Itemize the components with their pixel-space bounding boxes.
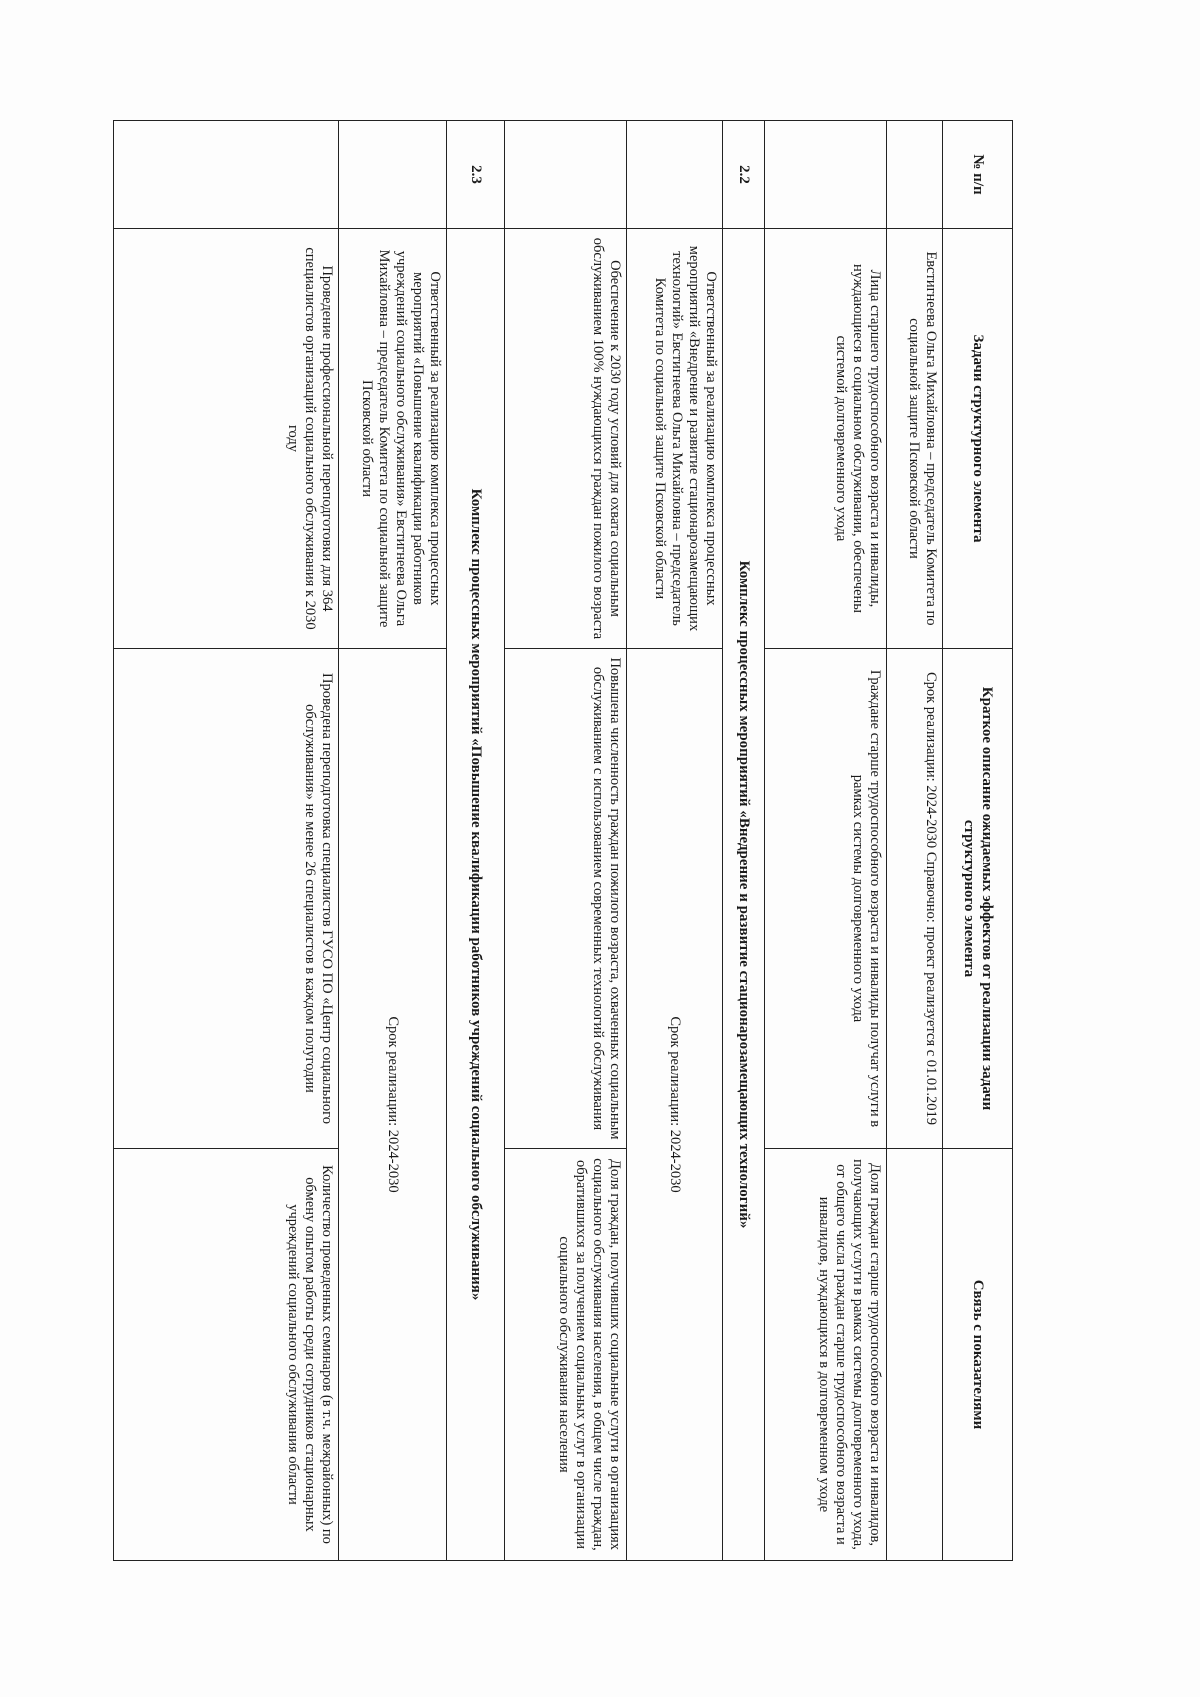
task-cell: Евстигнеева Ольга Михайловна – председатель Комитета по социальной защите Псковской области bbox=[887, 229, 943, 649]
section-number: 2.3 bbox=[447, 121, 505, 229]
table-row bbox=[887, 121, 943, 1561]
row-num-cell bbox=[505, 121, 627, 229]
task-cell: Обеспечение к 2030 году условий для охвата социальным обслуживанием 100% нуждающихся граждан пожилого возраста bbox=[505, 229, 627, 649]
header-effects: Краткое описание ожидаемых эффектов от реализации задачи структурного элемента bbox=[943, 649, 1013, 1149]
link-cell: Доля граждан старше трудоспособного возраста и инвалидов, получающих услуги в рамках системы долговременного ухода, от общего числа граждан старше трудоспособного возраста и инвалидов, нуждающихся в долговременном уходе bbox=[765, 1149, 887, 1561]
table-row bbox=[339, 121, 447, 1561]
effects-cell: Срок реализации: 2024-2030 Справочно: проект реализуется с 01.01.2019 bbox=[887, 649, 943, 1149]
table-row bbox=[505, 121, 627, 1561]
row-num-cell bbox=[765, 121, 887, 229]
section-row bbox=[447, 121, 505, 1561]
row-num-cell bbox=[339, 121, 447, 229]
effects-cell: Граждане старше трудоспособного возраста и инвалиды получат услуги в рамках системы долговременного ухода bbox=[765, 649, 887, 1149]
link-cell: Доля граждан, получивших социальные услуги в организациях социального обслуживания населения, в общем числе граждан, обратившихся за получением социальных услуг в организации социального обслуживания населения bbox=[505, 1149, 627, 1561]
structural-elements-table bbox=[113, 120, 1013, 1561]
header-num: № п/п bbox=[943, 121, 1013, 229]
task-cell: Проведение профессиональной переподготовки для 364 специалистов организаций социального обслуживания к 2030 году bbox=[114, 229, 339, 649]
section-number: 2.2 bbox=[723, 121, 765, 229]
table-row bbox=[765, 121, 887, 1561]
task-cell: Ответственный за реализацию комплекса процессных мероприятий «Внедрение и развитие стационарозамещающих технологий» Евстигнеева Ольга Михайловна – председатель Комитета по социальной защите Псковской области bbox=[627, 229, 723, 649]
table-row bbox=[627, 121, 723, 1561]
task-cell: Ответственный за реализацию комплекса процессных мероприятий «Повышение квалификации работников учреждений социального обслуживания» Евстигнеева Ольга Михайловна – председатель Комитета по социальной защите Псковской области bbox=[339, 229, 447, 649]
row-num-cell bbox=[627, 121, 723, 229]
link-cell: Количество проведенных семинаров (в т.ч. межрайонных) по обмену опытом работы среди сотрудников стационарных учреждений социального обслуживания области bbox=[114, 1149, 339, 1561]
section-title: Комплекс процессных мероприятий «Внедрение и развитие стационарозамещающих технологий» bbox=[723, 229, 765, 1561]
effects-cell: Повышена численность граждан пожилого возраста, охваченных социальным обслуживанием с использованием современных технологий обслуживания bbox=[505, 649, 627, 1149]
task-cell: Лица старшего трудоспособного возраста и инвалиды, нуждающиеся в социальном обслуживании, обеспечены системой долговременного ухода bbox=[765, 229, 887, 649]
table-header-row bbox=[943, 121, 1013, 1561]
section-row bbox=[723, 121, 765, 1561]
table-row bbox=[114, 121, 339, 1561]
srok-cell: Срок реализации: 2024-2030 bbox=[339, 649, 447, 1561]
row-num-cell bbox=[887, 121, 943, 229]
section-title: Комплекс процессных мероприятий «Повышение квалификации работников учреждений социального обслуживания» bbox=[447, 229, 505, 1561]
row-num-cell bbox=[114, 121, 339, 229]
srok-cell: Срок реализации: 2024-2030 bbox=[627, 649, 723, 1561]
link-cell bbox=[887, 1149, 943, 1561]
header-task: Задачи структурного элемента bbox=[943, 229, 1013, 649]
header-link: Связь с показателями bbox=[943, 1149, 1013, 1561]
effects-cell: Проведена переподготовка специалистов ГУСО ПО «Центр социального обслуживания» не менее 26 специалистов в каждом полугодии bbox=[114, 649, 339, 1149]
rotated-table-page bbox=[113, 120, 1013, 1560]
